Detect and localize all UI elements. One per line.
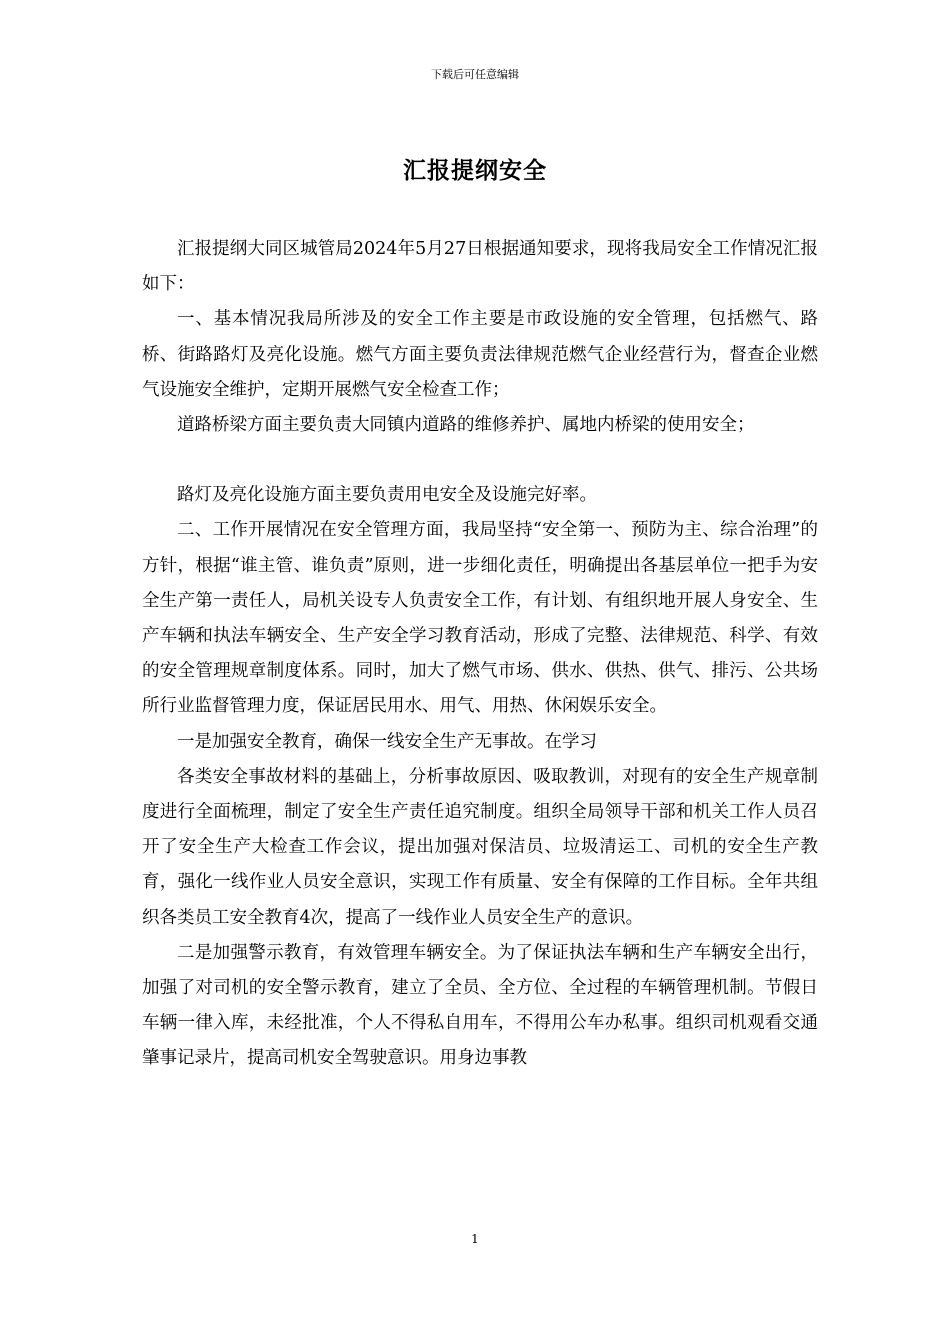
document-body <box>142 232 818 1077</box>
paragraph-safety-education-heading: 一是加强安全教育，确保一线安全生产无事故。在学习 <box>177 731 597 752</box>
paragraph-safety-education: 各类安全事故材料的基础上，分析事故原因、吸取教训，对现有的安全生产规章制度进行全面梳理，制定了安全生产责任追究制度。组织全局领导干部和机关工作人员召开了安全生产大检查工作会议，提出加强对保洁员、垃圾清运工、司机的安全生产教育，强化一线作业人员安全意识，实现工作有质量、安全有保障的工作目标。全年共组织各类员工安全教育4次，提高了一线作业人员安全生产的意识。 <box>142 766 818 928</box>
paragraph-roads-bridges: 道路桥梁方面主要负责大同镇内道路的维修养护、属地内桥梁的使用安全； <box>177 415 755 436</box>
paragraph-vehicle-safety: 二是加强警示教育，有效管理车辆安全。为了保证执法车辆和生产车辆安全出行，加强了对司机的安全警示教育，建立了全员、全方位、全过程的车辆管理机制。节假日车辆一律入库，未经批准，个人不得私自用车，不得用公车办私事。组织司机观看交通肇事记录片，提高司机安全驾驶意识。用身边事教 <box>142 942 818 1069</box>
paragraph-street-lights: 路灯及亮化设施方面主要负责用电安全及设施完好率。 <box>177 485 597 506</box>
paragraph-work-progress: 二、工作开展情况在安全管理方面，我局坚持“安全第一、预防为主、综合治理”的方针，根据“谁主管、谁负责”原则，进一步细化责任，明确提出各基层单位一把手为安全生产第一责任人，局机关设专人负责安全工作，有计划、有组织地开展人身安全、生产车辆和执法车辆安全、生产安全学习教育活动，形成了完整、法律规范、科学、有效的安全管理规章制度体系。同时，加大了燃气市场、供水、供热、供气、排污、公共场所行业监督管理力度，保证居民用水、用气、用热、休闲娱乐安全。 <box>142 520 818 717</box>
paragraph-intro: 汇报提纲大同区城管局2024年5月27日根据通知要求，现将我局安全工作情况汇报如下： <box>142 239 818 295</box>
document-title: 汇报提纲安全 <box>403 157 547 184</box>
page-number: 1 <box>471 1232 479 1246</box>
paragraph-basic-situation: 一、基本情况我局所涉及的安全工作主要是市政设施的安全管理，包括燃气、路桥、街路路灯及亮化设施。燃气方面主要负责法律规范燃气企业经营行为，督查企业燃气设施安全维护，定期开展燃气安全检查工作； <box>142 309 818 400</box>
header-note: 下载后可任意编辑 <box>431 68 519 81</box>
